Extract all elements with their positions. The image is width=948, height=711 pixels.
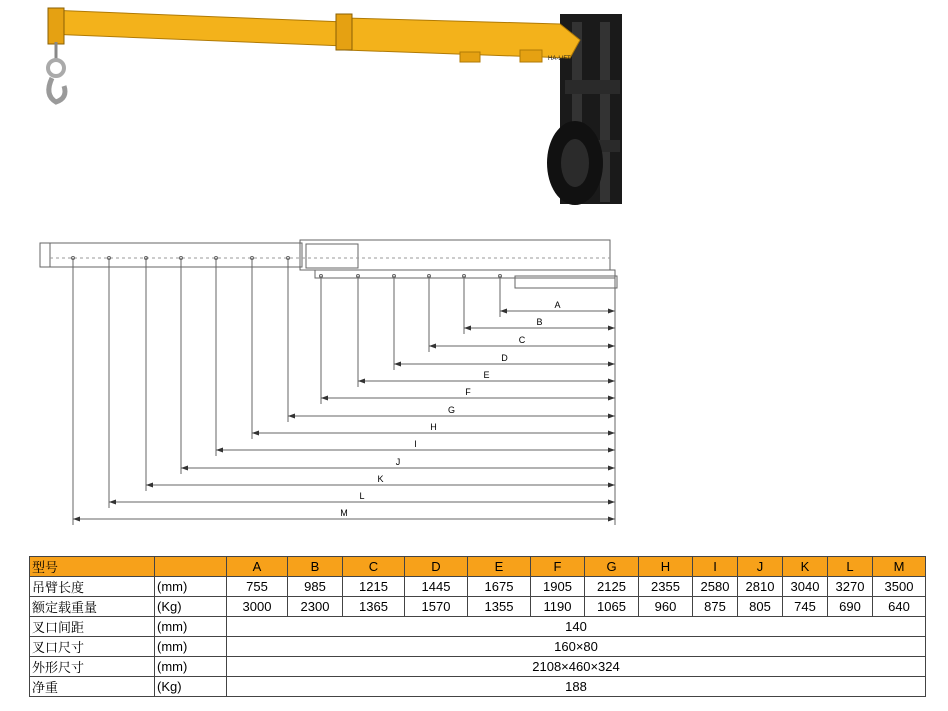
row-unit: (Kg) <box>155 677 227 697</box>
boom-end-cap <box>40 243 50 267</box>
row-merged-value: 140 <box>227 617 926 637</box>
row-value: 960 <box>639 597 693 617</box>
arrow-right <box>608 396 615 401</box>
row-value: 1445 <box>405 577 468 597</box>
header-model-M: M <box>873 557 926 577</box>
arrow-left <box>73 517 80 522</box>
row-label: 叉口间距 <box>30 617 155 637</box>
arrow-right <box>608 431 615 436</box>
arrow-right <box>608 483 615 488</box>
boom-outer-section <box>40 243 302 267</box>
arrow-right <box>608 379 615 384</box>
dimension-letter-K: K <box>377 474 384 484</box>
row-value: 1905 <box>531 577 585 597</box>
dimension-letter-B: B <box>536 317 543 327</box>
row-unit: (mm) <box>155 577 227 597</box>
row-label: 额定载重量 <box>30 597 155 617</box>
row-value: 755 <box>227 577 288 597</box>
row-merged-value: 160×80 <box>227 637 926 657</box>
row-unit: (mm) <box>155 637 227 657</box>
spec-table <box>29 556 926 697</box>
row-value: 640 <box>873 597 926 617</box>
row-value: 2810 <box>738 577 783 597</box>
arrow-right <box>608 414 615 419</box>
dimension-letter-L: L <box>359 491 365 501</box>
arrow-left <box>146 483 153 488</box>
boom-joint-plate <box>306 244 358 268</box>
arrow-left <box>252 431 259 436</box>
arrow-right <box>608 344 615 349</box>
row-value: 1355 <box>468 597 531 617</box>
row-value: 3270 <box>828 577 873 597</box>
row-value: 805 <box>738 597 783 617</box>
row-label: 净重 <box>30 677 155 697</box>
row-value: 875 <box>693 597 738 617</box>
arrow-left <box>500 309 507 314</box>
hook <box>48 42 65 102</box>
header-model-L: L <box>828 557 873 577</box>
row-label: 叉口尺寸 <box>30 637 155 657</box>
row-value: 1065 <box>585 597 639 617</box>
dimension-letter-G: G <box>447 405 456 415</box>
arrow-right <box>608 326 615 331</box>
header-unit-cell <box>155 557 227 577</box>
row-value: 985 <box>288 577 343 597</box>
row-unit: (mm) <box>155 617 227 637</box>
row-value: 745 <box>783 597 828 617</box>
row-unit: (Kg) <box>155 597 227 617</box>
header-model-H: H <box>639 557 693 577</box>
arrow-left <box>321 396 328 401</box>
arrow-right <box>608 517 615 522</box>
row-value: 1365 <box>343 597 405 617</box>
header-model-E: E <box>468 557 531 577</box>
table-row <box>30 677 926 697</box>
row-value: 3000 <box>227 597 288 617</box>
arrow-right <box>608 500 615 505</box>
table-row <box>30 617 926 637</box>
row-value: 1215 <box>343 577 405 597</box>
table-row <box>30 657 926 677</box>
arrow-right <box>608 448 615 453</box>
arrow-left <box>464 326 471 331</box>
arrow-right <box>608 362 615 367</box>
header-model-F: F <box>531 557 585 577</box>
arrow-left <box>358 379 365 384</box>
row-unit: (mm) <box>155 657 227 677</box>
arrow-left <box>288 414 295 419</box>
row-merged-value: 2108×460×324 <box>227 657 926 677</box>
dimension-letter-I: I <box>414 439 417 449</box>
brand-text: HA-LIFT <box>548 56 571 62</box>
row-value: 690 <box>828 597 873 617</box>
header-model-J: J <box>738 557 783 577</box>
forklift-wheel <box>547 121 603 205</box>
dimension-letter-C: C <box>518 335 526 345</box>
header-model-label: 型号 <box>30 557 155 577</box>
arrow-right <box>608 466 615 471</box>
crane-boom <box>48 8 580 62</box>
dimension-letter-J: J <box>395 457 401 467</box>
row-value: 3500 <box>873 577 926 597</box>
table-row <box>30 637 926 657</box>
row-value: 2300 <box>288 597 343 617</box>
dimension-letter-A: A <box>554 300 561 310</box>
product-photo <box>0 0 948 215</box>
header-model-D: D <box>405 557 468 577</box>
dimension-letter-F: F <box>465 387 471 397</box>
table-header-row <box>30 557 926 577</box>
row-label: 吊臂长度 <box>30 577 155 597</box>
row-value: 1190 <box>531 597 585 617</box>
row-value: 2355 <box>639 577 693 597</box>
header-model-B: B <box>288 557 343 577</box>
dimension-letter-D: D <box>501 353 508 363</box>
arrow-left <box>181 466 188 471</box>
table-row <box>30 577 926 597</box>
row-value: 3040 <box>783 577 828 597</box>
row-value: 2580 <box>693 577 738 597</box>
table-row <box>30 597 926 617</box>
arrow-right <box>608 309 615 314</box>
dimension-letter-H: H <box>430 422 437 432</box>
dimension-letter-E: E <box>483 370 490 380</box>
header-model-K: K <box>783 557 828 577</box>
header-model-A: A <box>227 557 288 577</box>
header-model-G: G <box>585 557 639 577</box>
dimension-drawing <box>0 230 948 550</box>
arrow-left <box>429 344 436 349</box>
header-model-C: C <box>343 557 405 577</box>
row-value: 2125 <box>585 577 639 597</box>
arrow-left <box>109 500 116 505</box>
dimension-letter-M: M <box>340 508 348 518</box>
row-merged-value: 188 <box>227 677 926 697</box>
row-value: 1570 <box>405 597 468 617</box>
arrow-left <box>216 448 223 453</box>
row-value: 1675 <box>468 577 531 597</box>
header-model-I: I <box>693 557 738 577</box>
arrow-left <box>394 362 401 367</box>
row-label: 外形尺寸 <box>30 657 155 677</box>
